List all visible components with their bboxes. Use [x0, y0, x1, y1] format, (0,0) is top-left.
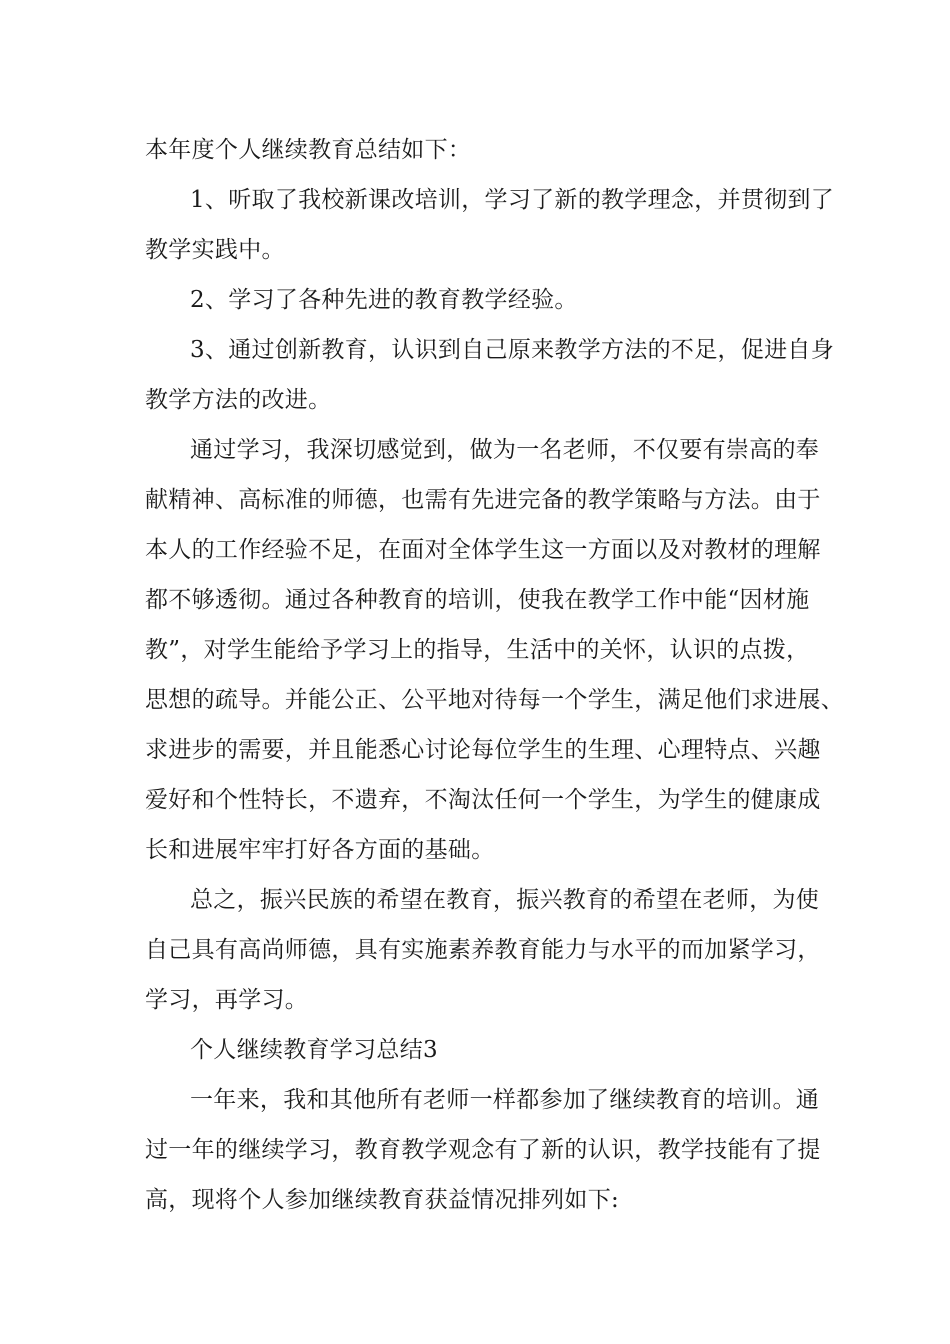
paragraph-1-line-3: 本人的工作经验不足，在面对全体学生这一方面以及对教材的理解	[145, 537, 821, 563]
item-1-line-1: 1、听取了我校新课改培训，学习了新的教学理念，并贯彻到了	[190, 187, 835, 213]
item-2-line: 2、学习了各种先进的教育教学经验。	[190, 287, 578, 313]
section-heading: 个人继续教育学习总结3	[190, 1037, 438, 1063]
paragraph-1-line-4: 都不够透彻。通过各种教育的培训，使我在教学工作中能“因材施	[145, 587, 810, 613]
paragraph-1-line-7: 求进步的需要，并且能悉心讨论每位学生的生理、心理特点、兴趣	[145, 737, 821, 763]
paragraph-2-line-3: 学习，再学习。	[145, 987, 309, 1013]
paragraph-3-line-2: 过一年的继续学习，教育教学观念有了新的认识，教学技能有了提	[145, 1137, 821, 1163]
paragraph-1-line-5: 教”，对学生能给予学习上的指导，生活中的关怀，认识的点拨，	[145, 637, 810, 663]
intro-line: 本年度个人继续教育总结如下：	[145, 137, 472, 163]
paragraph-3-line-3: 高，现将个人参加继续教育获益情况排列如下:	[145, 1187, 620, 1213]
paragraph-1-line-2: 献精神、高标准的师德，也需有先进完备的教学策略与方法。由于	[145, 487, 821, 513]
paragraph-3-line-1: 一年来，我和其他所有老师一样都参加了继续教育的培训。通	[190, 1087, 820, 1113]
paragraph-1-line-8: 爱好和个性特长，不遗弃，不淘汰任何一个学生，为学生的健康成	[145, 787, 821, 813]
paragraph-1-line-1: 通过学习，我深切感觉到，做为一名老师，不仅要有崇高的奉	[190, 437, 820, 463]
item-3-line-1: 3、通过创新教育，认识到自己原来教学方法的不足，促进自身	[190, 337, 835, 363]
item-1-line-2: 教学实践中。	[145, 237, 285, 263]
paragraph-1-line-9: 长和进展牢牢打好各方面的基础。	[145, 837, 495, 863]
paragraph-1-line-6: 思想的疏导。并能公正、公平地对待每一个学生，满足他们求进展、	[145, 687, 844, 713]
paragraph-2-line-2: 自己具有高尚师德，具有实施素养教育能力与水平的而加紧学习，	[145, 937, 821, 963]
item-3-line-2: 教学方法的改进。	[145, 387, 332, 413]
paragraph-2-line-1: 总之，振兴民族的希望在教育，振兴教育的希望在老师，为使	[190, 887, 820, 913]
